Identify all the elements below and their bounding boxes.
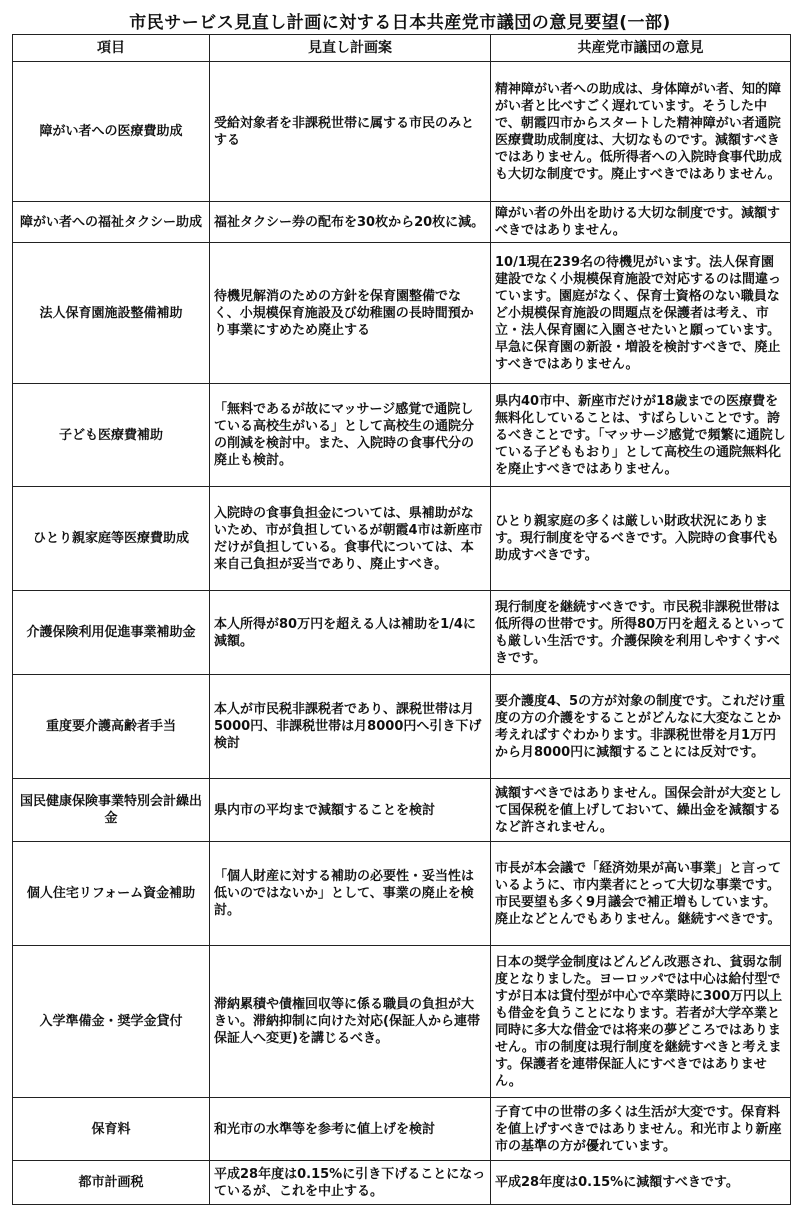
table-row <box>13 202 791 243</box>
row-opinion: 精神障がい者への助成は、身体障がい者、知的障がい者と比べすごく遅れています。そうした中で、朝霞四市からスタートした精神障がい者通院医療費助成制度は、大切なものです。減額すべきではありません。低所得者への入院時食事代助成も大切な制度です。廃止すべきではありません。 <box>491 62 791 202</box>
row-item: 障がい者への福祉タクシー助成 <box>13 202 210 243</box>
table-row <box>13 1098 791 1161</box>
table-row <box>13 842 791 946</box>
row-plan: 本人所得が80万円を超える人は補助を1/4に減額。 <box>210 591 491 675</box>
table-row <box>13 946 791 1098</box>
row-opinion: 県内40市中、新座市だけが18歳までの医療費を無料化していることは、すばらしいことです。誇るべきことです。「マッサージ感覚で頻繁に通院している子どももおり」として高校生の通院無料化を廃止すべきではありません。 <box>491 384 791 487</box>
row-plan: 平成28年度は0.15%に引き下げることになっているが、これを中止する。 <box>210 1161 491 1205</box>
row-plan: 県内市の平均まで減額することを検討 <box>210 779 491 842</box>
row-item: 介護保険利用促進事業補助金 <box>13 591 210 675</box>
row-opinion: 障がい者の外出を助ける大切な制度です。減額すべきではありません。 <box>491 202 791 243</box>
opinion-table <box>12 34 791 1205</box>
table-row <box>13 384 791 487</box>
row-item: 都市計画税 <box>13 1161 210 1205</box>
table-row <box>13 62 791 202</box>
row-item: 子ども医療費補助 <box>13 384 210 487</box>
row-opinion: ひとり親家庭の多くは厳しい財政状況にあります。現行制度を守るべきです。入院時の食事代も助成すべきです。 <box>491 487 791 591</box>
row-item: ひとり親家庭等医療費助成 <box>13 487 210 591</box>
row-opinion: 子育て中の世帯の多くは生活が大変です。保育料を値上げすべきではありません。和光市より新座市の基準の方が優れています。 <box>491 1098 791 1161</box>
header-opinion: 共産党市議団の意見 <box>491 35 791 62</box>
row-item: 法人保育園施設整備補助 <box>13 243 210 384</box>
header-item: 項目 <box>13 35 210 62</box>
row-opinion: 市長が本会議で「経済効果が高い事業」と言っているように、市内業者にとって大切な事業です。市民要望も多く9月議会で補正増もしています。廃止などとんでもありません。継続すべきです。 <box>491 842 791 946</box>
row-plan: 待機児解消のための方針を保育園整備でなく、小規模保育施設及び幼稚園の長時間預かり事業にすめため廃止する <box>210 243 491 384</box>
row-item: 保育料 <box>13 1098 210 1161</box>
table-row <box>13 1161 791 1205</box>
row-opinion: 平成28年度は0.15%に減額すべきです。 <box>491 1161 791 1205</box>
row-item: 重度要介護高齢者手当 <box>13 675 210 779</box>
row-opinion: 10/1現在239名の待機児がいます。法人保育園建設でなく小規模保育施設で対応するのは間違っています。園庭がなく、保育士資格のない職員など小規模保育施設の問題点を保護者は考え、市立・法人保育園に入園させたいと願っています。早急に保育園の新設・増設を検討すべきで、廃止すべきではありません。 <box>491 243 791 384</box>
row-plan: 受給対象者を非課税世帯に属する市民のみとする <box>210 62 491 202</box>
row-plan: 本人が市民税非課税者であり、課税世帯は月5000円、非課税世帯は月8000円へ引き下げ検討 <box>210 675 491 779</box>
row-plan: 和光市の水準等を参考に値上げを検討 <box>210 1098 491 1161</box>
row-item: 障がい者への医療費助成 <box>13 62 210 202</box>
table-header-row <box>13 35 791 62</box>
table-row <box>13 591 791 675</box>
row-plan: 「無料であるが故にマッサージ感覚で通院している高校生がいる」として高校生の通院分の削減を検討中。また、入院時の食事代分の廃止も検討。 <box>210 384 491 487</box>
row-plan: 福祉タクシー券の配布を30枚から20枚に減。 <box>210 202 491 243</box>
row-item: 入学準備金・奨学金貸付 <box>13 946 210 1098</box>
table-row <box>13 487 791 591</box>
row-plan: 滞納累積や債権回収等に係る職員の負担が大きい。滞納抑制に向けた対応(保証人から連帯保証人へ変更)を講じるべき。 <box>210 946 491 1098</box>
table-row <box>13 675 791 779</box>
row-opinion: 要介護度4、5の方が対象の制度です。これだけ重度の方の介護をすることがどんなに大変なことか考えればすぐわかります。非課税世帯を月1万円から月8000円に減額することには反対です。 <box>491 675 791 779</box>
row-opinion: 減額すべきではありません。国保会計が大変として国保税を値上げしておいて、繰出金を減額するなど許されません。 <box>491 779 791 842</box>
row-item: 個人住宅リフォーム資金補助 <box>13 842 210 946</box>
table-row <box>13 779 791 842</box>
table-row <box>13 243 791 384</box>
row-item: 国民健康保険事業特別会計繰出金 <box>13 779 210 842</box>
row-opinion: 日本の奨学金制度はどんどん改悪され、貧弱な制度となりました。ヨーロッパでは中心は給付型ですが日本は貸付型が中心で卒業時に300万円以上も借金を負うことになります。若者が大学卒業と同時に多大な借金では将来の夢どころではありません。市の制度は現行制度を継続すべきと考えます。保護者を連帯保証人にすべきではありません。 <box>491 946 791 1098</box>
row-plan: 入院時の食事負担金については、県補助がないため、市が負担しているが朝霞4市は新座市だけが負担している。食事代については、本来自己負担が妥当であり、廃止すべき。 <box>210 487 491 591</box>
row-opinion: 現行制度を継続すべきです。市民税非課税世帯は低所得の世帯です。所得80万円を超えるといっても厳しい生活です。介護保険を利用しやすくすべきです。 <box>491 591 791 675</box>
row-plan: 「個人財産に対する補助の必要性・妥当性は低いのではないか」として、事業の廃止を検討。 <box>210 842 491 946</box>
document-title: 市民サービス見直し計画に対する日本共産党市議団の意見要望(一部) <box>129 13 671 33</box>
header-plan: 見直し計画案 <box>210 35 491 62</box>
